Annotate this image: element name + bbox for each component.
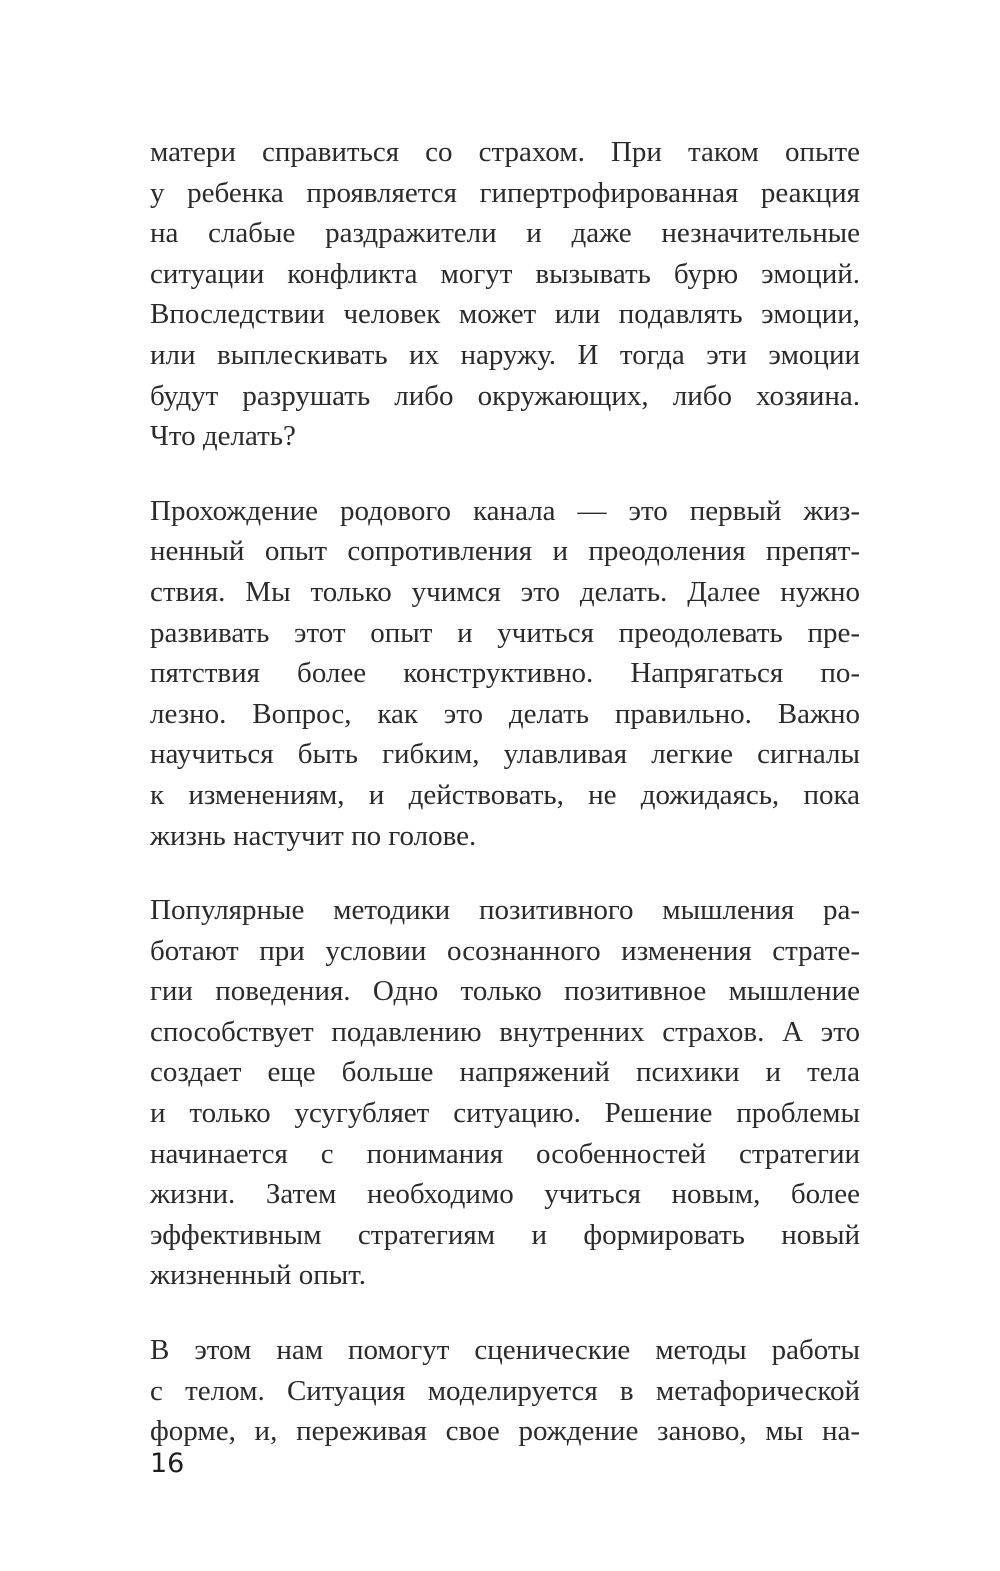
text-line: матери справиться со страхом. При таком опыте (150, 136, 860, 168)
text-line: Прохождение родового канала — это первый жиз- (150, 494, 860, 527)
text-line: гии поведения. Одно только позитивное мышление (150, 975, 860, 1008)
paragraph-3 (150, 890, 860, 1296)
text-line: научиться быть гибким, улавливая легкие сигналы (150, 738, 860, 771)
paragraph-2 (150, 491, 860, 856)
text-line: лезно. Вопрос, как это делать правильно. Важно (150, 697, 860, 730)
text-line: к изменениям, и действовать, не дожидаясь, пока (150, 778, 860, 811)
text-line: эффективным стратегиям и формировать новый (150, 1218, 860, 1251)
text-line: Впоследствии человек может или подавлять эмоции, (150, 298, 860, 331)
text-line: Популярные методики позитивного мышления ра- (150, 894, 860, 927)
text-line: и только усугубляет ситуацию. Решение проблемы (150, 1097, 860, 1130)
text-line: ботают при условии осознанного изменения страте- (150, 934, 860, 967)
text-line: развивать этот опыт и учиться преодолевать пре- (150, 616, 860, 649)
text-line: с телом. Ситуация моделируется в метафорической (150, 1374, 860, 1407)
paragraph-4 (150, 1330, 860, 1452)
text-line: пятствия более конструктивно. Напрягаться по- (150, 657, 860, 690)
text-line: жизнь настучит по голове. (150, 819, 477, 852)
text-line: у ребенка проявляется гипертрофированная реакция (150, 176, 860, 209)
text-line: ствия. Мы только учимся это делать. Далее нужно (150, 575, 860, 608)
body-text (150, 132, 860, 1452)
text-line: жизни. Затем необходимо учиться новым, более (150, 1178, 860, 1211)
text-line: ситуации конфликта могут вызывать бурю эмоций. (150, 257, 860, 290)
text-line: начинается с понимания особенностей стратегии (150, 1137, 860, 1170)
text-line: создает еще больше напряжений психики и тела (150, 1056, 860, 1089)
text-line: форме, и, переживая свое рождение заново, мы на- (150, 1415, 860, 1448)
text-line: В этом нам помогут сценические методы работы (150, 1334, 860, 1367)
text-line: жизненный опыт. (150, 1259, 366, 1292)
text-line: или выплескивать их наружу. И тогда эти эмоции (150, 338, 860, 371)
text-line: Что делать? (150, 420, 296, 453)
text-line: на слабые раздражители и даже незначительные (150, 217, 860, 250)
text-line: ненный опыт сопротивления и преодоления препят- (150, 535, 860, 568)
text-line: будут разрушать либо окружающих, либо хозяина. (150, 379, 860, 412)
paragraph-1 (150, 132, 860, 457)
text-line: способствует подавлению внутренних страхов. А это (150, 1015, 860, 1048)
page-number: 16 (150, 1448, 185, 1479)
